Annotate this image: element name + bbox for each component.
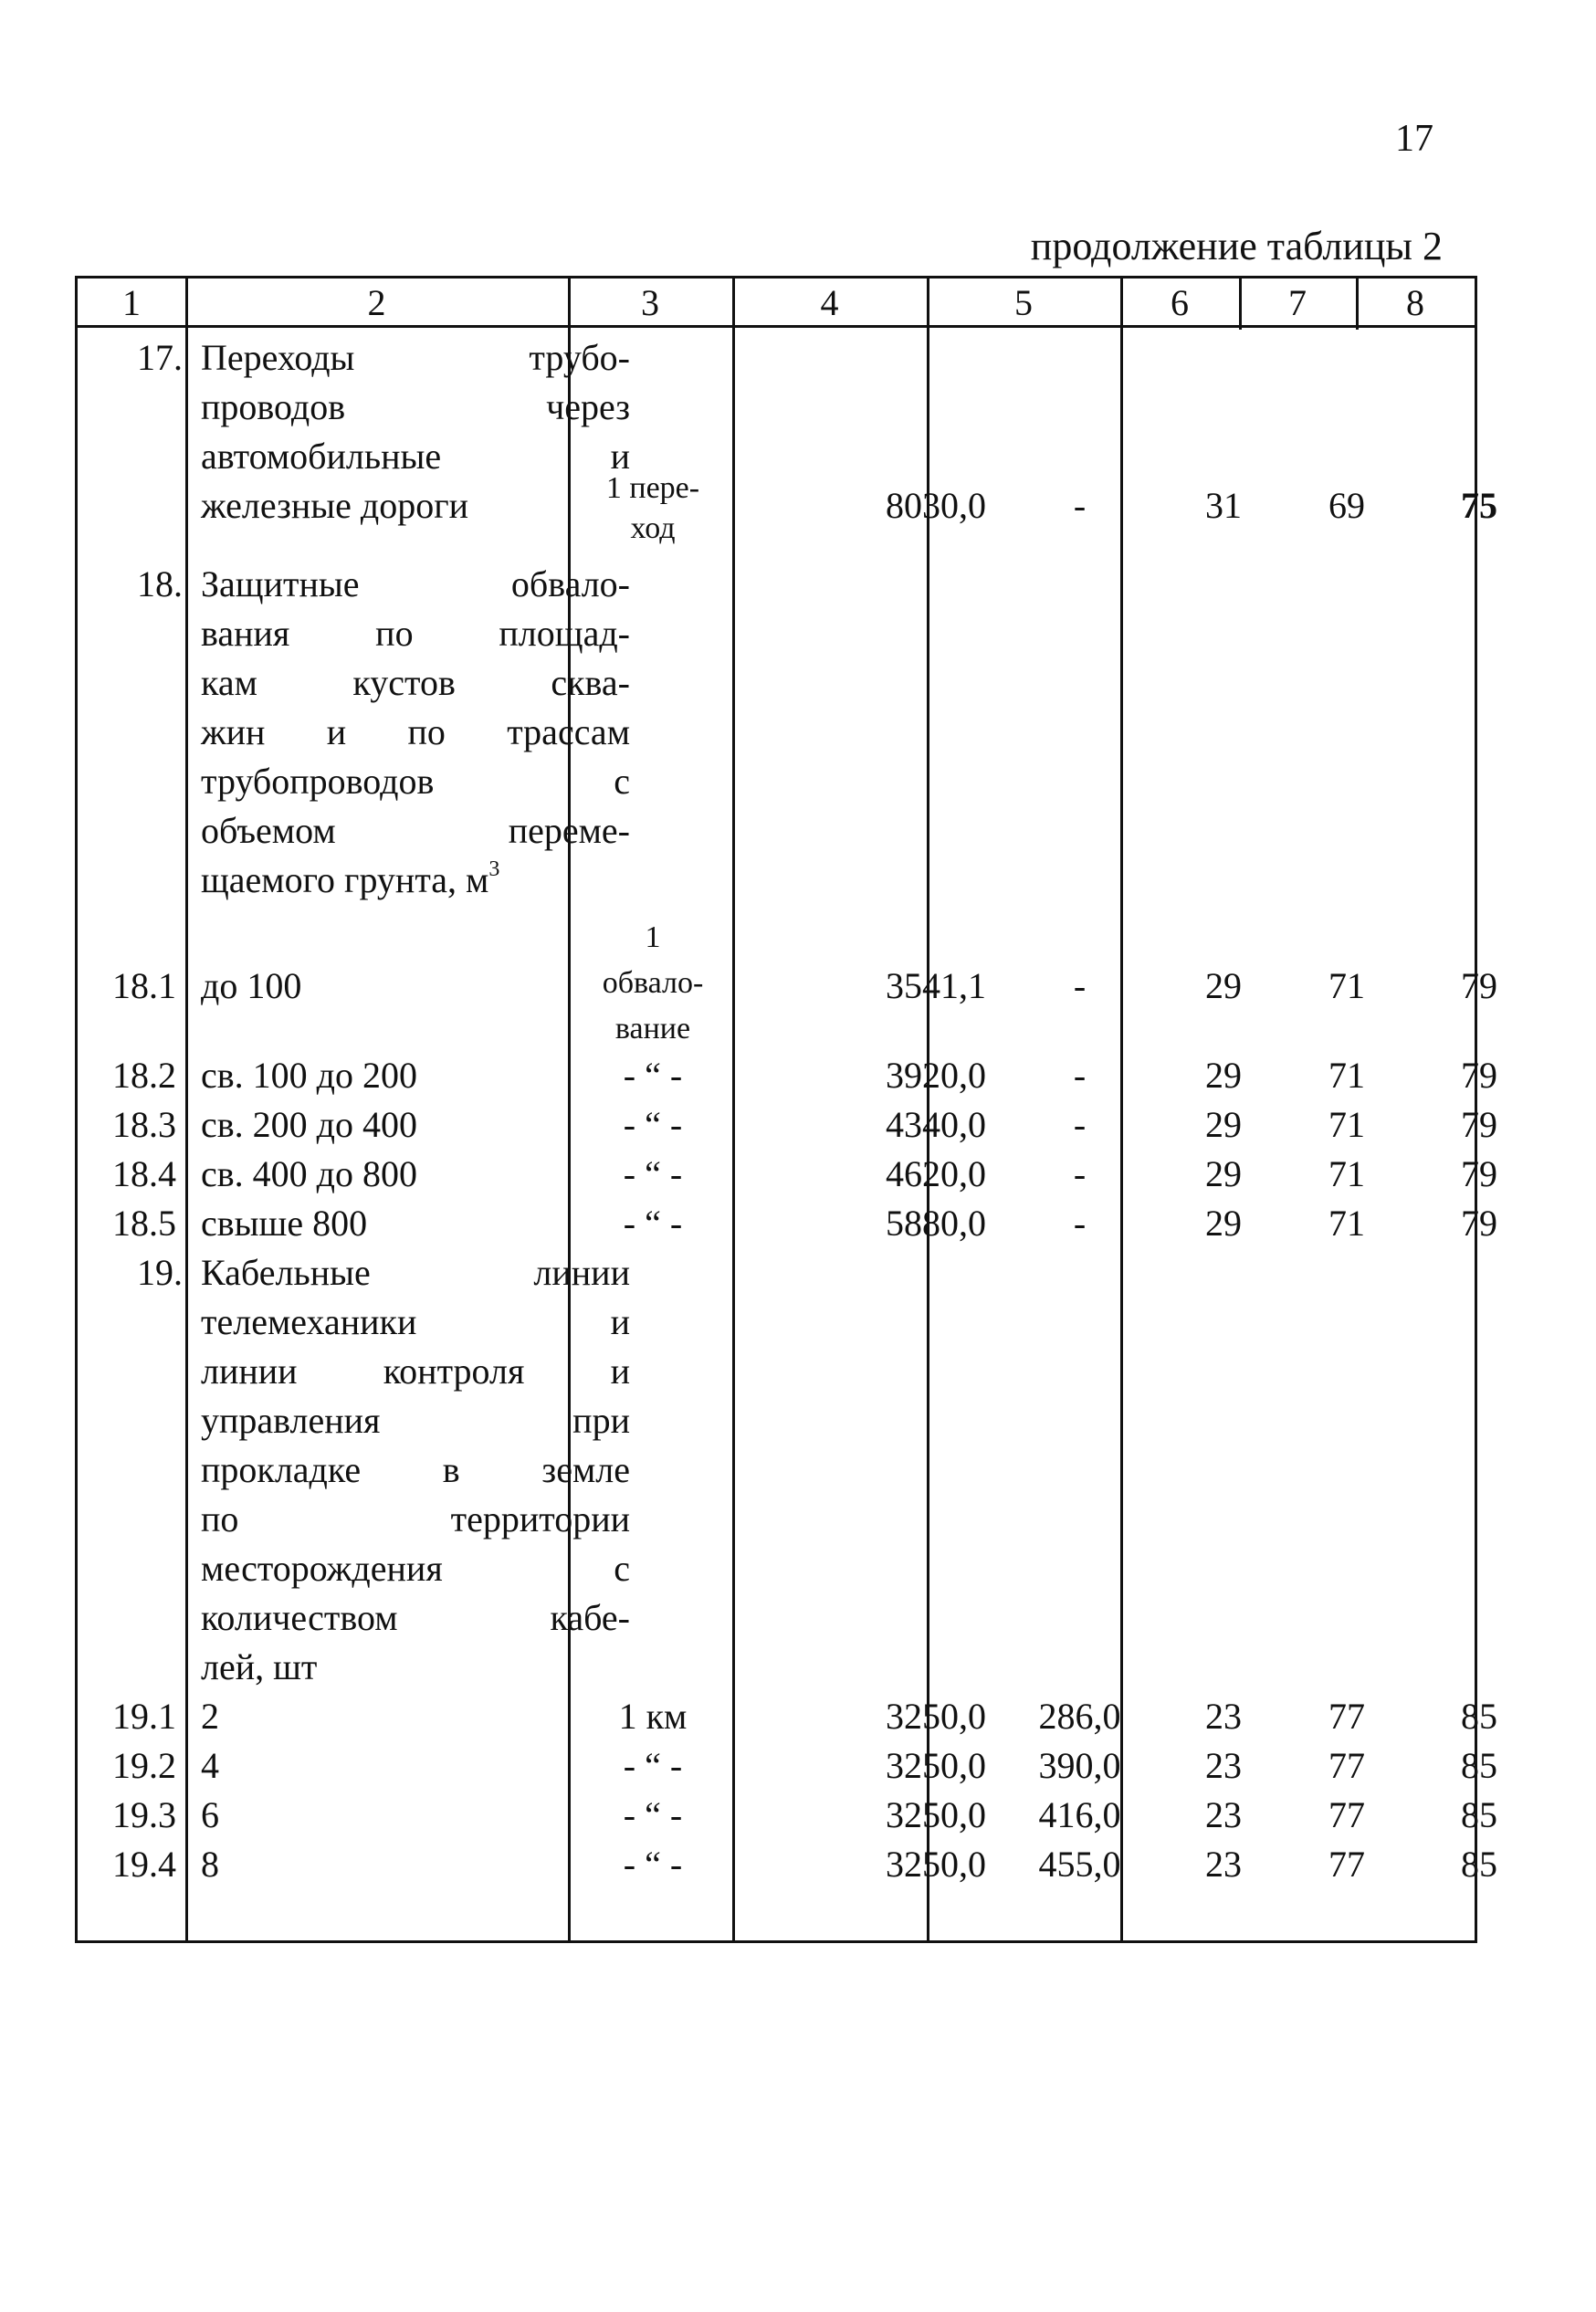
- table-continuation-caption: продолжение таблицы 2: [1030, 224, 1443, 268]
- value-col-6: 23: [1205, 1696, 1242, 1737]
- row-number: 18.5: [112, 1203, 176, 1244]
- value-col-6: 29: [1205, 1153, 1242, 1194]
- unit-line: 1: [645, 920, 661, 954]
- value-col-5: 455,0: [1038, 1844, 1121, 1885]
- value-col-6: 29: [1205, 1203, 1242, 1244]
- column-divider: [185, 278, 188, 1940]
- page-number: 17: [1395, 118, 1433, 160]
- header-cell-7: 7: [1288, 282, 1307, 323]
- row-name: 8: [201, 1844, 219, 1885]
- unit: - “ -: [623, 1104, 683, 1145]
- superscript: 3: [488, 857, 500, 881]
- row-name: до 100: [201, 965, 302, 1006]
- value-col-5: 390,0: [1038, 1745, 1121, 1786]
- value-col-5: 286,0: [1038, 1696, 1121, 1737]
- row-name-line: объемом переме-: [201, 810, 630, 851]
- value-col-8: 85: [1461, 1745, 1497, 1786]
- row-name-line: количеством кабе-: [201, 1597, 630, 1638]
- header-cell-3: 3: [641, 282, 659, 323]
- unit: - “ -: [623, 1153, 683, 1194]
- row-name-line: прокладке в земле: [201, 1449, 630, 1490]
- row-name: 6: [201, 1794, 219, 1835]
- row-name-line: Переходы трубо-: [201, 337, 630, 378]
- value-col-8: 85: [1461, 1844, 1497, 1885]
- row-name-line: проводов через: [201, 386, 630, 427]
- row-number: 19.1: [112, 1696, 176, 1737]
- row-name: 4: [201, 1745, 219, 1786]
- value-col-8: 79: [1461, 1104, 1497, 1145]
- header-cell-8: 8: [1406, 282, 1424, 323]
- row-name: св. 100 до 200: [201, 1055, 417, 1096]
- row-name-line: по территории: [201, 1498, 630, 1540]
- value-col-5: -: [1073, 965, 1087, 1006]
- row-name-line: кам кустов сква-: [201, 662, 630, 703]
- row-name-line: трубопроводов с: [201, 761, 630, 802]
- unit-line: вание: [614, 1012, 691, 1046]
- value-col-5: -: [1073, 1203, 1087, 1244]
- row-number: 19.4: [112, 1844, 176, 1885]
- value-col-5: -: [1073, 1153, 1087, 1194]
- row-name-line: месторождения с: [201, 1548, 630, 1589]
- row-name: 2: [201, 1696, 219, 1737]
- value-col-6: 29: [1205, 1055, 1242, 1096]
- value-col-5: -: [1073, 1104, 1087, 1145]
- value-col-7: 71: [1328, 1153, 1365, 1194]
- header-cell-5: 5: [1014, 282, 1033, 323]
- unit: - “ -: [623, 1203, 683, 1244]
- unit-line: ход: [630, 511, 676, 545]
- value-col-6: 23: [1205, 1794, 1242, 1835]
- row-name: свыше 800: [201, 1203, 368, 1244]
- header-cell-1: 1: [122, 282, 141, 323]
- row-name: св. 400 до 800: [201, 1153, 417, 1194]
- row-name-line: лей, шт: [201, 1646, 318, 1687]
- value-col-7: 77: [1328, 1696, 1365, 1737]
- value-col-7: 71: [1328, 1203, 1365, 1244]
- value-col-4: 8030,0: [886, 485, 986, 526]
- value-col-4: 3541,1: [886, 965, 986, 1006]
- value-col-4: 3250,0: [886, 1745, 986, 1786]
- value-col-8: 79: [1461, 965, 1497, 1006]
- value-col-6: 29: [1205, 1104, 1242, 1145]
- value-col-8: 79: [1461, 1055, 1497, 1096]
- value-col-8: 85: [1461, 1794, 1497, 1835]
- value-col-8: 85: [1461, 1696, 1497, 1737]
- header-cell-6: 6: [1171, 282, 1189, 323]
- value-col-5: -: [1073, 485, 1087, 526]
- value-col-5: -: [1073, 1055, 1087, 1096]
- value-col-8: 75: [1461, 485, 1497, 526]
- row-number: 19.: [137, 1252, 183, 1293]
- row-name-line: вания по площад-: [201, 613, 630, 654]
- table-2: [75, 276, 1497, 1943]
- unit: - “ -: [623, 1794, 683, 1835]
- row-name-line: [201, 856, 630, 905]
- value-col-7: 69: [1328, 485, 1365, 526]
- row-number: 18.4: [112, 1153, 176, 1194]
- value-col-4: 5880,0: [886, 1203, 986, 1244]
- row-name-line: телемеханики и: [201, 1301, 630, 1342]
- row-name: св. 200 до 400: [201, 1104, 417, 1145]
- row-number: 18.: [137, 563, 183, 604]
- header-cell-2: 2: [367, 282, 386, 323]
- value-col-4: 3920,0: [886, 1055, 986, 1096]
- row-name-line: Кабельные линии: [201, 1252, 630, 1293]
- row-number: 17.: [137, 337, 183, 378]
- value-col-7: 77: [1328, 1794, 1365, 1835]
- value-col-4: 3250,0: [886, 1844, 986, 1885]
- value-col-4: 4340,0: [886, 1104, 986, 1145]
- row-number: 19.2: [112, 1745, 176, 1786]
- value-col-8: 79: [1461, 1203, 1497, 1244]
- unit: - “ -: [623, 1055, 683, 1096]
- unit: - “ -: [623, 1745, 683, 1786]
- row-number: 18.3: [112, 1104, 176, 1145]
- value-col-8: 79: [1461, 1153, 1497, 1194]
- value-col-7: 77: [1328, 1844, 1365, 1885]
- unit-line: обвало-: [602, 966, 704, 1000]
- row-name-line: жин и по трассам: [201, 711, 630, 752]
- row-name-line: Защитные обвало-: [201, 563, 630, 604]
- unit-line: 1 пере-: [605, 471, 700, 505]
- row-name-line: автомобильные и: [201, 436, 630, 477]
- row-name-line: железные дороги: [201, 485, 469, 526]
- row-number: 18.1: [112, 965, 176, 1006]
- value-col-6: 29: [1205, 965, 1242, 1006]
- row-number: 18.2: [112, 1055, 176, 1096]
- value-col-4: 4620,0: [886, 1153, 986, 1194]
- unit: - “ -: [623, 1844, 683, 1885]
- row-name-line: линии контроля и: [201, 1350, 630, 1392]
- value-col-7: 71: [1328, 1055, 1365, 1096]
- row-name-line: управления при: [201, 1400, 630, 1441]
- value-col-6: 23: [1205, 1844, 1242, 1885]
- value-col-7: 71: [1328, 1104, 1365, 1145]
- value-col-7: 71: [1328, 965, 1365, 1006]
- value-col-4: 3250,0: [886, 1794, 986, 1835]
- header-cell-4: 4: [820, 282, 839, 323]
- row-number: 19.3: [112, 1794, 176, 1835]
- value-col-7: 77: [1328, 1745, 1365, 1786]
- value-col-6: 31: [1205, 485, 1242, 526]
- value-col-4: 3250,0: [886, 1696, 986, 1737]
- value-col-6: 23: [1205, 1745, 1242, 1786]
- value-col-5: 416,0: [1038, 1794, 1121, 1835]
- row-name-text: щаемого грунта, м: [201, 859, 489, 900]
- unit: 1 км: [618, 1696, 688, 1737]
